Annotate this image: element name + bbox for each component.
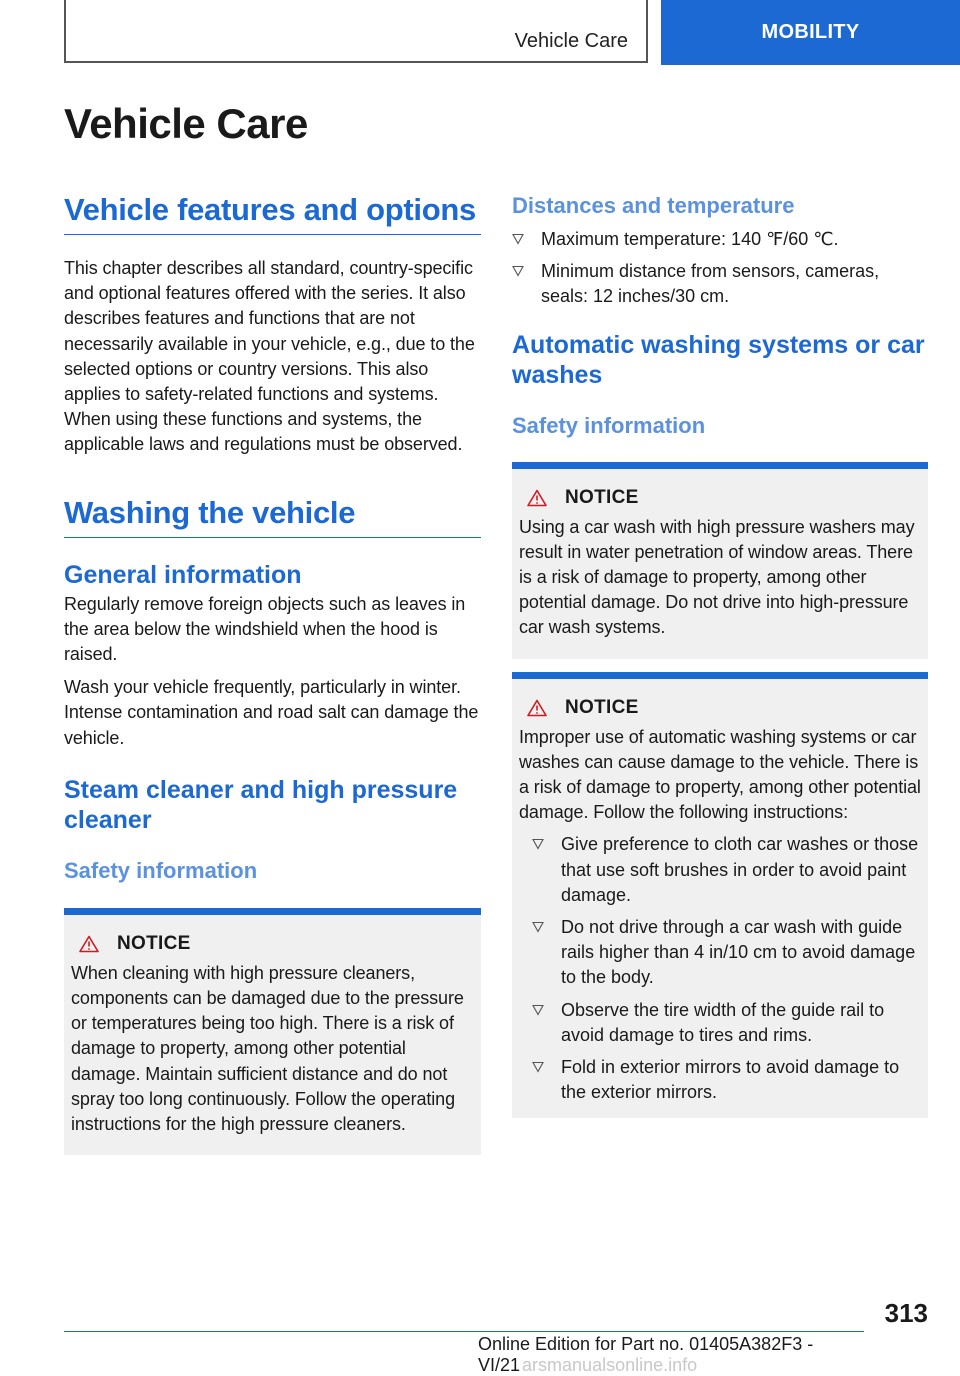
bullet-triangle-icon: [532, 1004, 544, 1016]
footer-divider: [64, 1331, 864, 1332]
bullet-triangle-icon: [512, 265, 524, 277]
safety-info-heading-right: Safety information: [512, 412, 706, 438]
distances-heading: Distances and temperature: [512, 193, 795, 218]
distances-list: [512, 227, 928, 310]
header-section-box: [64, 0, 648, 63]
list-item-text: Maximum temperature: 140 ℉/60 ℃.: [541, 229, 839, 249]
list-item-text: Fold in exterior mirrors to avoid damage to the exterior mirrors.: [561, 1057, 900, 1103]
list-item-text: Observe the tire width of the guide rail to avoid damage to tires and rims.: [561, 999, 885, 1045]
steam-cleaner-heading: Steam cleaner and high pressure cleaner: [64, 775, 458, 834]
washing-heading: Washing the vehicle: [64, 495, 481, 538]
general-info-p2: Wash your vehicle frequently, particularly in winter. Intense contamination and road salt can damage the vehicle.: [64, 677, 479, 748]
safety-info-heading-left: Safety information: [64, 857, 258, 883]
notice-header: [79, 933, 475, 955]
general-info-heading: General information: [64, 560, 302, 589]
list-item-text: Give preference to cloth car washes or those that use soft brushes in order to avoid paint damage.: [561, 834, 919, 905]
general-info-p1: Regularly remove foreign objects such as leaves in the area below the windshield when the hood is raised.: [64, 593, 466, 665]
edition-note: [478, 1334, 960, 1376]
warning-triangle-icon: [527, 489, 547, 507]
notice-label: NOTICE: [565, 486, 639, 508]
list-item: [532, 915, 922, 991]
features-text: This chapter describes all standard, country-specific and optional features offered with the series. It also describes features and functions that are not necessarily available in your vehicle, e.g., due to the selected options or country versions. This also applies to safety-related functions and systems. When using these functions and systems, the applicable laws and regulations must be observed.: [64, 258, 475, 455]
bullet-triangle-icon: [532, 921, 544, 933]
notice-header: [527, 487, 922, 509]
notice-box-right-2: [512, 672, 928, 1119]
notice-label: NOTICE: [565, 696, 639, 718]
car-wash-instructions-list: [532, 832, 922, 1105]
notice-text: When cleaning with high pressure cleaners, components can be damaged due to the pressure or temperatures being too high. There is a risk of damage to property, among other potential damage. Maintain sufficient distance and do not spray too long continuously. Follow the operating instructions for the high pressure cleaners.: [71, 962, 464, 1135]
list-item: [512, 227, 928, 252]
warning-triangle-icon: [527, 699, 547, 717]
notice-text: Using a car wash with high pressure washers may result in water penetration of window areas. There is a risk of damage to property, among other potential damage. Do not drive into high-pressure car wash systems.: [519, 516, 915, 638]
page-title: Vehicle Care: [64, 100, 308, 147]
watermark-site: arsmanualsonline.info: [522, 1355, 698, 1375]
page-number: 313: [884, 1298, 928, 1328]
auto-washing-heading: Automatic washing systems or car washes: [512, 330, 925, 389]
list-item-text: Minimum distance from sensors, cameras, seals: 12 inches/30 cm.: [541, 261, 880, 307]
list-item: [532, 1055, 922, 1105]
edition-text: Online Edition for Part no. 01405A382F3 - VI/21: [478, 1334, 814, 1375]
bullet-triangle-icon: [532, 838, 544, 850]
header-chapter-tab: [661, 0, 960, 65]
header-section-title: Vehicle Care: [514, 30, 628, 52]
list-item: [532, 998, 922, 1048]
list-item-text: Do not drive through a car wash with guide rails higher than 4 in/10 cm to avoid damage to the body.: [561, 917, 916, 988]
notice-label: NOTICE: [117, 932, 191, 954]
header-chapter-label: MOBILITY: [761, 21, 860, 43]
list-item: [512, 259, 928, 309]
bullet-triangle-icon: [512, 233, 524, 245]
notice-box-left: [64, 908, 481, 1155]
warning-triangle-icon: [79, 935, 99, 953]
notice-text: Improper use of automatic washing systems or car washes can cause damage to the vehicle. There is a risk of damage to property, among other potential damage. Follow the following instructions:: [519, 726, 921, 823]
notice-box-right-1: [512, 462, 928, 659]
bullet-triangle-icon: [532, 1061, 544, 1073]
right-column: [512, 192, 928, 1118]
notice-header: [527, 697, 922, 719]
left-column: [64, 192, 481, 1155]
list-item: [532, 832, 922, 908]
features-heading: Vehicle features and options: [64, 192, 481, 235]
